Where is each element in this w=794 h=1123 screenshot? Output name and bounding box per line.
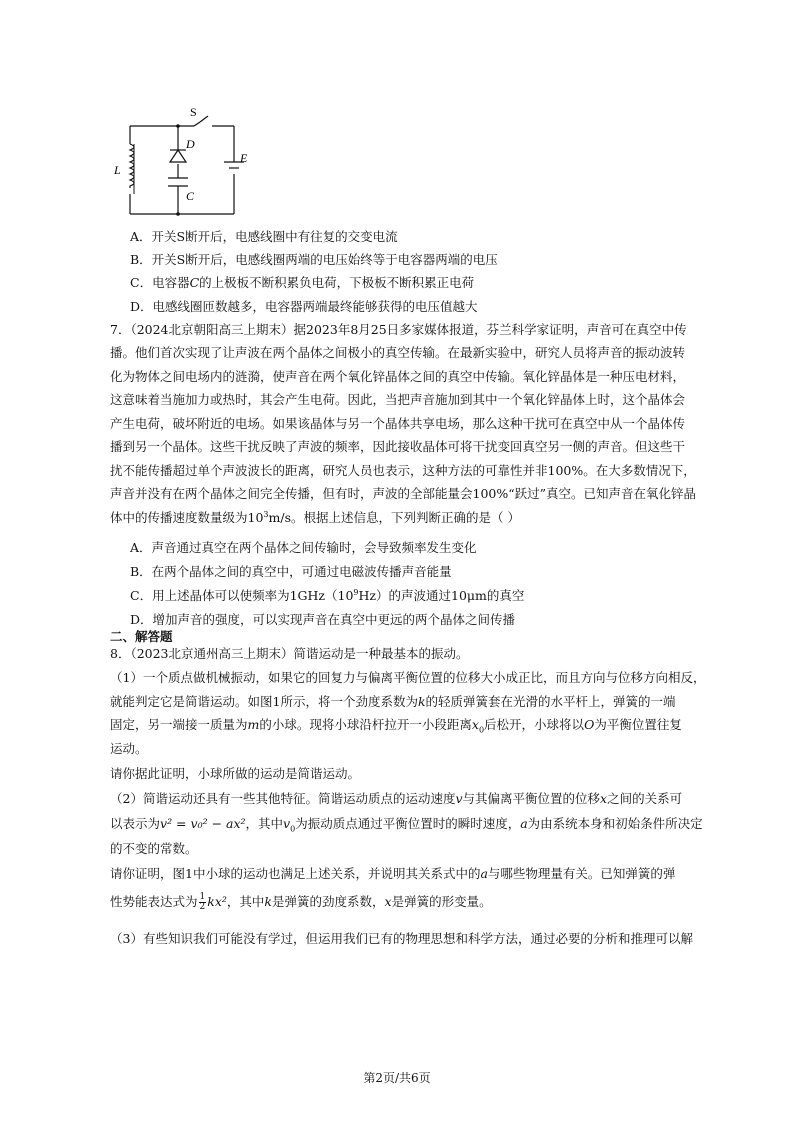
- label-D: D: [186, 137, 195, 151]
- q8-p2-line-2-mid: ，其中: [245, 816, 284, 831]
- q8-p3-line-1: （3）有些知识我们可能没有学过，但运用我们已有的物理思想和科学方法，通过必要的分析和推理可以解: [110, 931, 693, 946]
- q8-p2-line-1-mid: 与其偏离平衡位置的位移: [462, 791, 601, 806]
- q8-p2-line-2-mid2: 为振动质点通过平衡位置时的瞬时速度，: [295, 816, 521, 831]
- var-v0: v: [283, 816, 291, 831]
- q6-option-a: A．开关S断开后，电感线圈中有往复的交变电流: [130, 229, 398, 244]
- q6-option-c-post: 的上极板不断积累负电荷，下极板不断积累正电荷: [199, 275, 475, 290]
- q7-option-c-post: Hz）的声波通过10μm的真空: [358, 588, 525, 603]
- label-C: C: [186, 189, 195, 203]
- var-a: a: [520, 816, 528, 831]
- q7-line-7: 扰不能传播超过单个声波波长的距离，研究人员也表示，这种方法的可靠性并非100%。在大多数情况下，: [110, 463, 696, 478]
- q7-option-c: [130, 587, 524, 605]
- q8-p1-line-2: [110, 693, 676, 711]
- lc-circuit-diagram: [108, 104, 268, 220]
- q8-p1-line-5: 请你据此证明，小球所做的运动是简谐运动。: [110, 766, 361, 781]
- inductor-coil: [130, 144, 134, 188]
- q7-line-8: 声音并没有在两个晶体之间完全传播，但有时，声波的全部能量会100%“跃过”真空。已知声音在氧化锌晶: [110, 486, 697, 501]
- var-k: k: [264, 894, 272, 909]
- q8-p2-line-1-pre: （2）简谐运动还具有一些其他特征。简谐运动质点的运动速度: [110, 791, 456, 806]
- q7-line-1: 7．（2024北京朝阳高三上期末）据2023年8月25日多家媒体报道，芬兰科学家证明，声音可在真空中传: [110, 322, 687, 337]
- q8-p2-line-2-post: 为由系统本身和初始条件所决定: [527, 816, 703, 831]
- label-S: S: [190, 105, 197, 119]
- q6-option-c-pre: C．电容器: [130, 275, 190, 290]
- q8-p2-line-2: [110, 815, 703, 833]
- var-v0-sub: 0: [290, 824, 296, 834]
- q7-line-9-sup: 3: [263, 509, 269, 519]
- fraction-numerator: 1: [199, 892, 206, 902]
- q6-option-b: B．开关S断开后，电感线圈两端的电压始终等于电容器两端的电压: [130, 252, 498, 267]
- q8-p1-line-3: [110, 716, 682, 734]
- q8-p1-line-4: 运动。: [110, 741, 148, 756]
- var-v: v: [455, 791, 463, 806]
- var-k: k: [417, 694, 426, 709]
- q8-p1-line-3-mid: 的小球。现将小球沿杆拉开一小段距离: [259, 717, 472, 732]
- q7-option-b: B．在两个晶体之间的真空中，可通过电磁波传播声音能量: [130, 564, 452, 579]
- q8-p1-line-3-post: 为平衡位置往复: [594, 717, 682, 732]
- q8-p1-line-3-mid2: 后松开，小球将以: [484, 717, 585, 732]
- q6-option-d: D．电感线圈匝数越多，电容器两端最终能够获得的电压值越大: [130, 299, 478, 314]
- formula: v² = v₀² − ax²: [160, 816, 246, 831]
- q8-p2-line-4-pre: 请你证明，图1中小球的运动也满足上述关系，并说明其关系式中的: [110, 866, 481, 881]
- q7-line-9: [110, 509, 520, 527]
- var-x: x: [384, 894, 392, 909]
- q8-p1-line-3-pre: 固定，另一端接一质量为: [110, 717, 248, 732]
- var-x: x: [600, 791, 608, 806]
- q7-line-5: 产生电荷，破坏附近的电场。如果该晶体与另一个晶体共享电场，那么这种干扰可在真空中从一个晶体传: [110, 416, 686, 431]
- q7-option-c-sup: 9: [353, 587, 359, 597]
- fraction-denominator: 2: [199, 902, 206, 912]
- fraction-one-half: [199, 893, 207, 912]
- var-m: m: [247, 717, 260, 732]
- q8-p2-line-5-post: 是弹簧的形变量。: [391, 894, 492, 909]
- q7-line-4: 这意味着当施加力或热时，其会产生电荷。因此，当把声音施加到其中一个氧化锌晶体上时，这个晶体会: [110, 392, 686, 407]
- q8-p2-line-1-post: 之间的关系可: [607, 791, 683, 806]
- var-O: O: [584, 717, 595, 732]
- q8-p2-line-2-pre: 以表示为: [110, 816, 161, 831]
- q7-line-9-pre: 体中的传播速度数量级为10: [110, 510, 264, 525]
- q8-p2-line-5-pre: 性势能表达式为: [110, 894, 198, 909]
- q8-p2-line-5: [110, 893, 492, 912]
- var-a: a: [480, 866, 488, 881]
- q8-p1-line-2-pre: 就能判定它是简谐运动。如图1所示，将一个劲度系数为: [110, 694, 418, 709]
- q8-p2-line-4-post: 与哪些物理量有关。已知弹簧的弹: [487, 866, 676, 881]
- q8-p2-line-5-mid: ，其中: [226, 894, 265, 909]
- q8-p2-line-3: 的不变的常数。: [110, 841, 198, 856]
- q7-option-a: A．声音通过真空在两个晶体之间传输时，会导致频率发生变化: [130, 540, 477, 555]
- q7-option-c-pre: C．用上述晶体可以使频率为1GHz（10: [130, 588, 354, 603]
- var-kx2: kx²: [207, 894, 227, 909]
- q8-p2-line-1: [110, 790, 682, 808]
- q8-p2-line-4: [110, 865, 675, 883]
- section-heading: 二、解答题: [110, 629, 173, 644]
- page-footer: 第2页/共6页: [363, 1071, 431, 1085]
- q7-line-3: 化为物体之间电场内的涟漪，使声音在两个氧化锌晶体之间的真空中传输。氧化锌晶体是一种压电材料，: [110, 369, 686, 384]
- q8-p1-line-2-post: 的轻质弹簧套在光滑的水平杆上，弹簧的一端: [425, 694, 676, 709]
- q7-line-6: 播到另一个晶体。这些干扰反映了声波的频率，因此接收晶体可将干扰变回真空另一侧的声音。但这些干: [110, 439, 686, 454]
- q8-p1-line-1: （1）一个质点做机械振动，如果它的回复力与偏离平衡位置的位移大小成正比，而且方向与位移方向相反，: [110, 670, 706, 685]
- q7-option-d: D．增加声音的强度，可以实现声音在真空中更远的两个晶体之间传播: [130, 612, 516, 627]
- q8-p2-line-5-mid2: 是弹簧的劲度系数，: [271, 894, 385, 909]
- var-x0-sub: 0: [478, 725, 485, 735]
- q7-line-9-post: m/s。根据上述信息，下列判断正确的是（ ）: [268, 510, 520, 525]
- label-L: L: [114, 163, 121, 177]
- label-E: E: [240, 151, 248, 165]
- q6-option-c: [130, 274, 474, 292]
- q7-line-2: 播。他们首次实现了让声波在两个晶体之间极小的真空传输。在最新实验中，研究人员将声音的振动波转: [110, 345, 686, 360]
- q6-option-c-var: C: [189, 275, 200, 290]
- var-x: x: [471, 717, 479, 732]
- q8-line-1: 8．（2023北京通州高三上期末）简谐运动是一种最基本的振动。: [110, 646, 469, 661]
